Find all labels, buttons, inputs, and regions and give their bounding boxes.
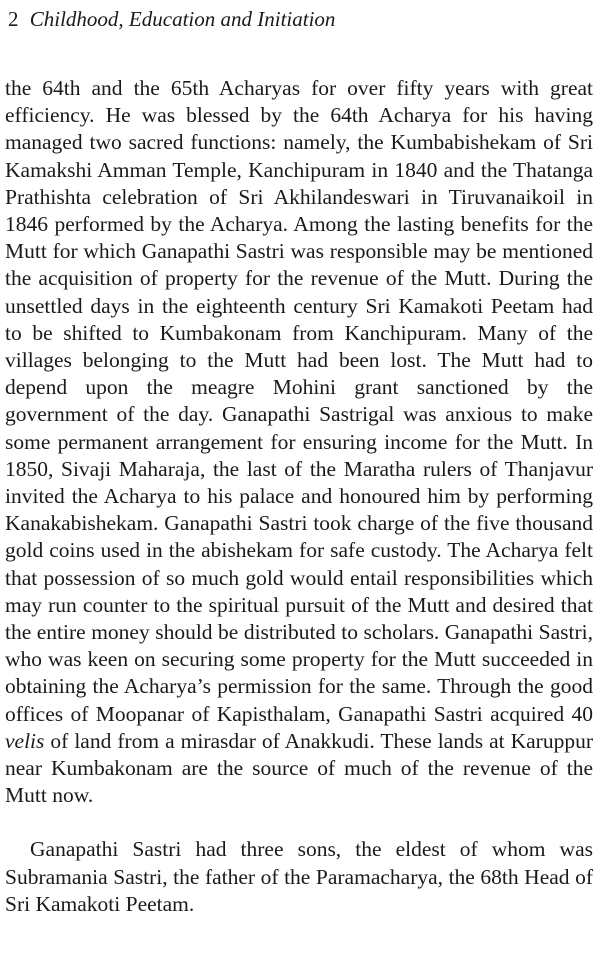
page-number: 2 bbox=[8, 7, 19, 31]
paragraph-2: Ganapathi Sastri had three sons, the eldest of whom was Subramania Sastri, the father of the Paramacharya, the 68th Head of Sri Kamakoti Peetam. bbox=[5, 837, 593, 916]
italic-term: velis bbox=[5, 728, 45, 753]
paragraph-1-text-end: of land from a mirasdar of Anakkudi. These lands at Karuppur near Kumbakonam are the source of much of the revenue of the Mutt now. bbox=[5, 728, 593, 808]
paragraph-1 bbox=[5, 75, 593, 809]
chapter-title: Childhood, Education and Initiation bbox=[29, 7, 336, 31]
body-text bbox=[5, 75, 593, 918]
running-header bbox=[8, 6, 335, 32]
paragraph-1-text-start: the 64th and the 65th Acharyas for over fifty years with great efficiency. He was blessed by the 64th Acharya for his having managed two sacred functions: namely, the Kumbabishekam of Sri Kamakshi Amman Temple, Kanchipuram in 1840 and the Thatanga Prathishta celebration of Sri Akhilandeswari in Tiruvanaikoil in 1846 performed by the Acharya. Among the lasting benefits for the Mutt for which Ganapathi Sastri was responsible may be mentioned the acquisition of property for the revenue of the Mutt. During the unsettled days in the eighteenth century Sri Kamakoti Peetam had to be shifted to Kumbakonam from Kanchipuram. Many of the villages belonging to the Mutt had been lost. The Mutt had to depend upon the meagre Mohini grant sanctioned by the government of the day. Ganapathi Sastrigal was anxious to make some permanent arrangement for ensuring income for the Mutt. In 1850, Sivaji Maharaja, the last of the Maratha rulers of Thanjavur invited the Acharya to his palace and honoured him by performing Kanakabishekam. Ganapathi Sastri took charge of the five thousand gold coins used in the abishekam for safe custody. The Acharya felt that possession of so much gold would entail responsibilities which may run counter to the spiritual pursuit of the Mutt and desired that the entire money should be distributed to scholars. Ganapathi Sastri, who was keen on securing some property for the Mutt succeeded in obtaining the Acharya’s permission for the same. Through the good offices of Moopanar of Kapisthalam, Ganapathi Sastri acquired 40 bbox=[5, 76, 593, 726]
